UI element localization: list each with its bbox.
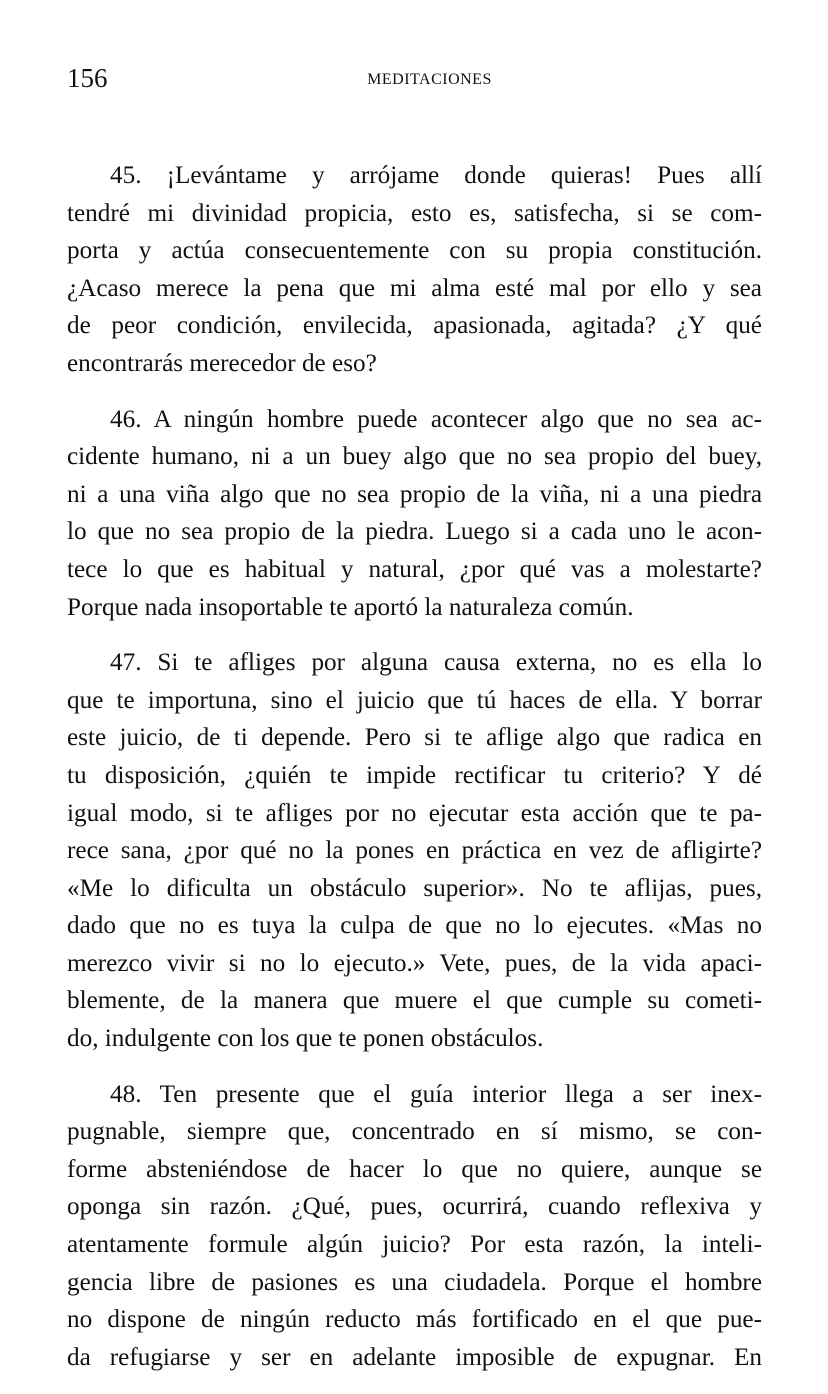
text-line: igual modo, si te afliges por no ejecutar esta acción que te pa-	[67, 799, 762, 827]
text-line: forme absteniéndose de hacer lo que no quiere, aunque se	[67, 1155, 762, 1183]
text-line: rece sana, ¿por qué no la pones en práctica en vez de afligirte?	[67, 837, 762, 865]
text-line: de peor condición, envilecida, apasionada, agitada? ¿Y qué	[67, 312, 762, 340]
text-line: tu disposición, ¿quién te impide rectificar tu criterio? Y dé	[67, 761, 762, 789]
text-line: Porque nada insoportable te aportó la naturaleza común.	[67, 593, 634, 621]
paragraph-48	[67, 1076, 762, 1377]
text-line: lo que no sea propio de la piedra. Luego si a cada uno le acon-	[67, 518, 762, 546]
page-number: 156	[67, 63, 108, 93]
text-line: 48. Ten presente que el guía interior llega a ser inex-	[110, 1080, 762, 1108]
text-line: este juicio, de ti depende. Pero si te aflige algo que radica en	[67, 724, 762, 752]
text-line: tece lo que es habitual y natural, ¿por qué vas a molestarte?	[67, 555, 762, 583]
text-line: da refugiarse y ser en adelante imposible de expugnar. En	[67, 1343, 762, 1371]
running-title: MEDITACIONES	[367, 71, 492, 88]
text-line: 45. ¡Levántame y arrójame donde quieras! Pues allí	[110, 162, 762, 189]
text-line: ¿Acaso merece la pena que mi alma esté mal por ello y sea	[67, 274, 762, 302]
text-line: porta y actúa consecuentemente con su propia constitución.	[67, 237, 762, 265]
text-line: «Me lo dificulta un obstáculo superior». No te aflijas, pues,	[67, 874, 762, 902]
text-line: pugnable, siempre que, concentrado en sí mismo, se con-	[67, 1118, 762, 1146]
text-line: merezco vivir si no lo ejecuto.» Vete, pues, de la vida apaci-	[67, 949, 762, 977]
text-line: 47. Si te afliges por alguna causa externa, no es ella lo	[110, 649, 762, 677]
text-line: que te importuna, sino el juicio que tú haces de ella. Y borrar	[67, 686, 762, 714]
text-line: cidente humano, ni a un buey algo que no sea propio del buey,	[67, 443, 762, 471]
text-line: ni a una viña algo que no sea propio de la viña, ni a una piedra	[67, 480, 762, 508]
text-line: blemente, de la manera que muere el que cumple su cometi-	[67, 987, 762, 1015]
text-line: gencia libre de pasiones es una ciudadela. Porque el hombre	[67, 1268, 762, 1296]
text-line: tendré mi divinidad propicia, esto es, satisfecha, si se com-	[67, 199, 762, 227]
paragraph-45	[67, 157, 762, 383]
text-line: no dispone de ningún reducto más fortificado en el que pue-	[67, 1306, 762, 1334]
text-line: do, indulgente con los que te ponen obstáculos.	[67, 1025, 544, 1053]
running-head	[67, 58, 762, 98]
text-line: oponga sin razón. ¿Qué, pues, ocurrirá, cuando reflexiva y	[67, 1193, 762, 1221]
text-line: 46. A ningún hombre puede acontecer algo que no sea ac-	[110, 405, 762, 433]
text-line: atentamente formule algún juicio? Por esta razón, la inteli-	[67, 1231, 762, 1259]
text-line: dado que no es tuya la culpa de que no lo ejecutes. «Mas no	[67, 912, 762, 940]
paragraph-47	[67, 644, 762, 1058]
text-line: encontrarás merecedor de eso?	[67, 349, 377, 377]
body-text	[67, 157, 762, 1394]
paragraph-46	[67, 401, 762, 627]
